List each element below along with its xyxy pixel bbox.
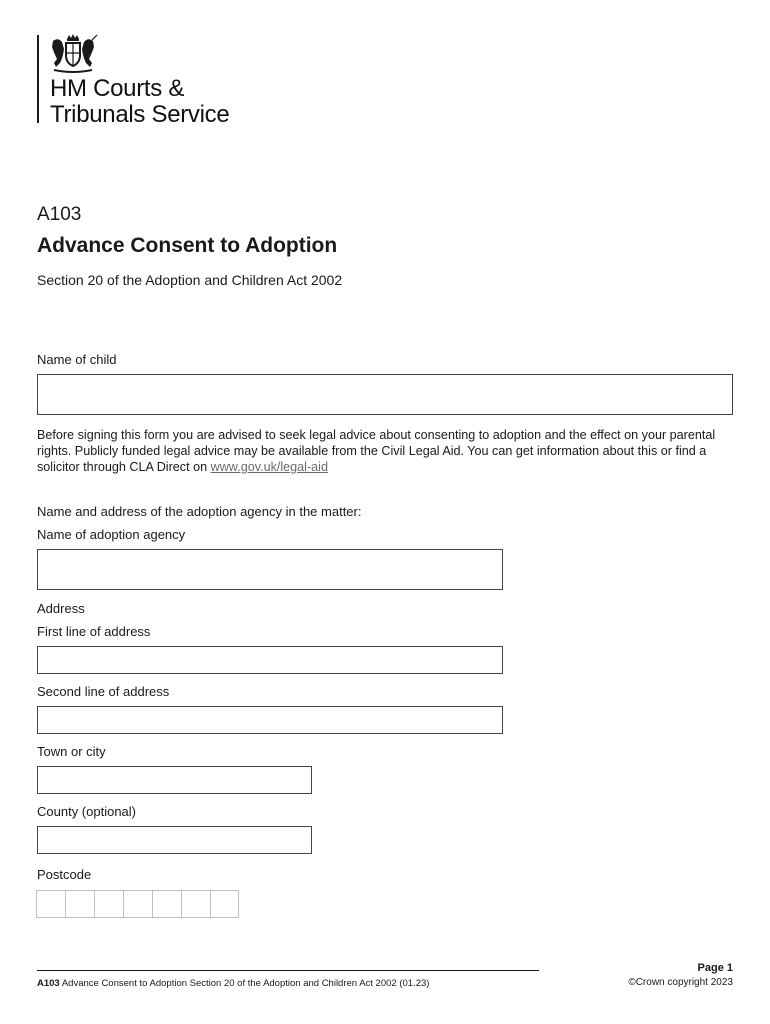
page-number: Page 1: [697, 962, 733, 974]
org-name-line-1: HM Courts &: [50, 75, 185, 102]
postcode-char-7[interactable]: [210, 890, 239, 918]
royal-coat-of-arms-icon: [48, 33, 98, 73]
logo-divider: [37, 35, 39, 123]
postcode-input-group: [36, 890, 239, 918]
address-line1-input[interactable]: [37, 646, 503, 674]
legal-aid-link[interactable]: www.gov.uk/legal-aid: [210, 460, 328, 474]
form-title: Advance Consent to Adoption: [37, 234, 338, 257]
address-heading: Address: [37, 601, 85, 616]
address-line2-input[interactable]: [37, 706, 503, 734]
org-name-line-2: Tribunals Service: [50, 101, 230, 128]
agency-name-input[interactable]: [37, 549, 503, 590]
agency-intro-text: Name and address of the adoption agency in the matter:: [37, 504, 362, 519]
town-label: Town or city: [37, 744, 106, 759]
postcode-char-2[interactable]: [65, 890, 94, 918]
legal-advice-text: [37, 427, 727, 475]
legal-advice-body: Before signing this form you are advised to seek legal advice about consenting to adoption and the effect on your parental rights. Publicly funded legal advice may be available from the Civil Legal Aid. You can get information about this or find a solicitor through CLA Direct on: [37, 428, 716, 474]
postcode-char-6[interactable]: [181, 890, 210, 918]
child-name-label: Name of child: [37, 352, 117, 367]
footer-divider: [37, 970, 539, 971]
county-label: County (optional): [37, 804, 136, 819]
form-code: A103: [37, 204, 82, 225]
postcode-char-4[interactable]: [123, 890, 152, 918]
footer-description-text: Advance Consent to Adoption Section 20 of the Adoption and Children Act 2002 (01.23): [59, 978, 430, 989]
copyright-notice: ©Crown copyright 2023: [628, 977, 733, 988]
child-name-input[interactable]: [37, 374, 733, 415]
footer-form-description: [37, 978, 429, 989]
postcode-label: Postcode: [37, 867, 92, 882]
postcode-char-5[interactable]: [152, 890, 181, 918]
agency-name-label: Name of adoption agency: [37, 527, 186, 542]
address-line2-label: Second line of address: [37, 684, 170, 699]
postcode-char-1[interactable]: [36, 890, 65, 918]
form-subtitle: Section 20 of the Adoption and Children Act 2002: [37, 272, 343, 288]
town-input[interactable]: [37, 766, 312, 794]
postcode-char-3[interactable]: [94, 890, 123, 918]
address-line1-label: First line of address: [37, 624, 151, 639]
footer-form-code: A103: [37, 978, 60, 989]
county-input[interactable]: [37, 826, 312, 854]
